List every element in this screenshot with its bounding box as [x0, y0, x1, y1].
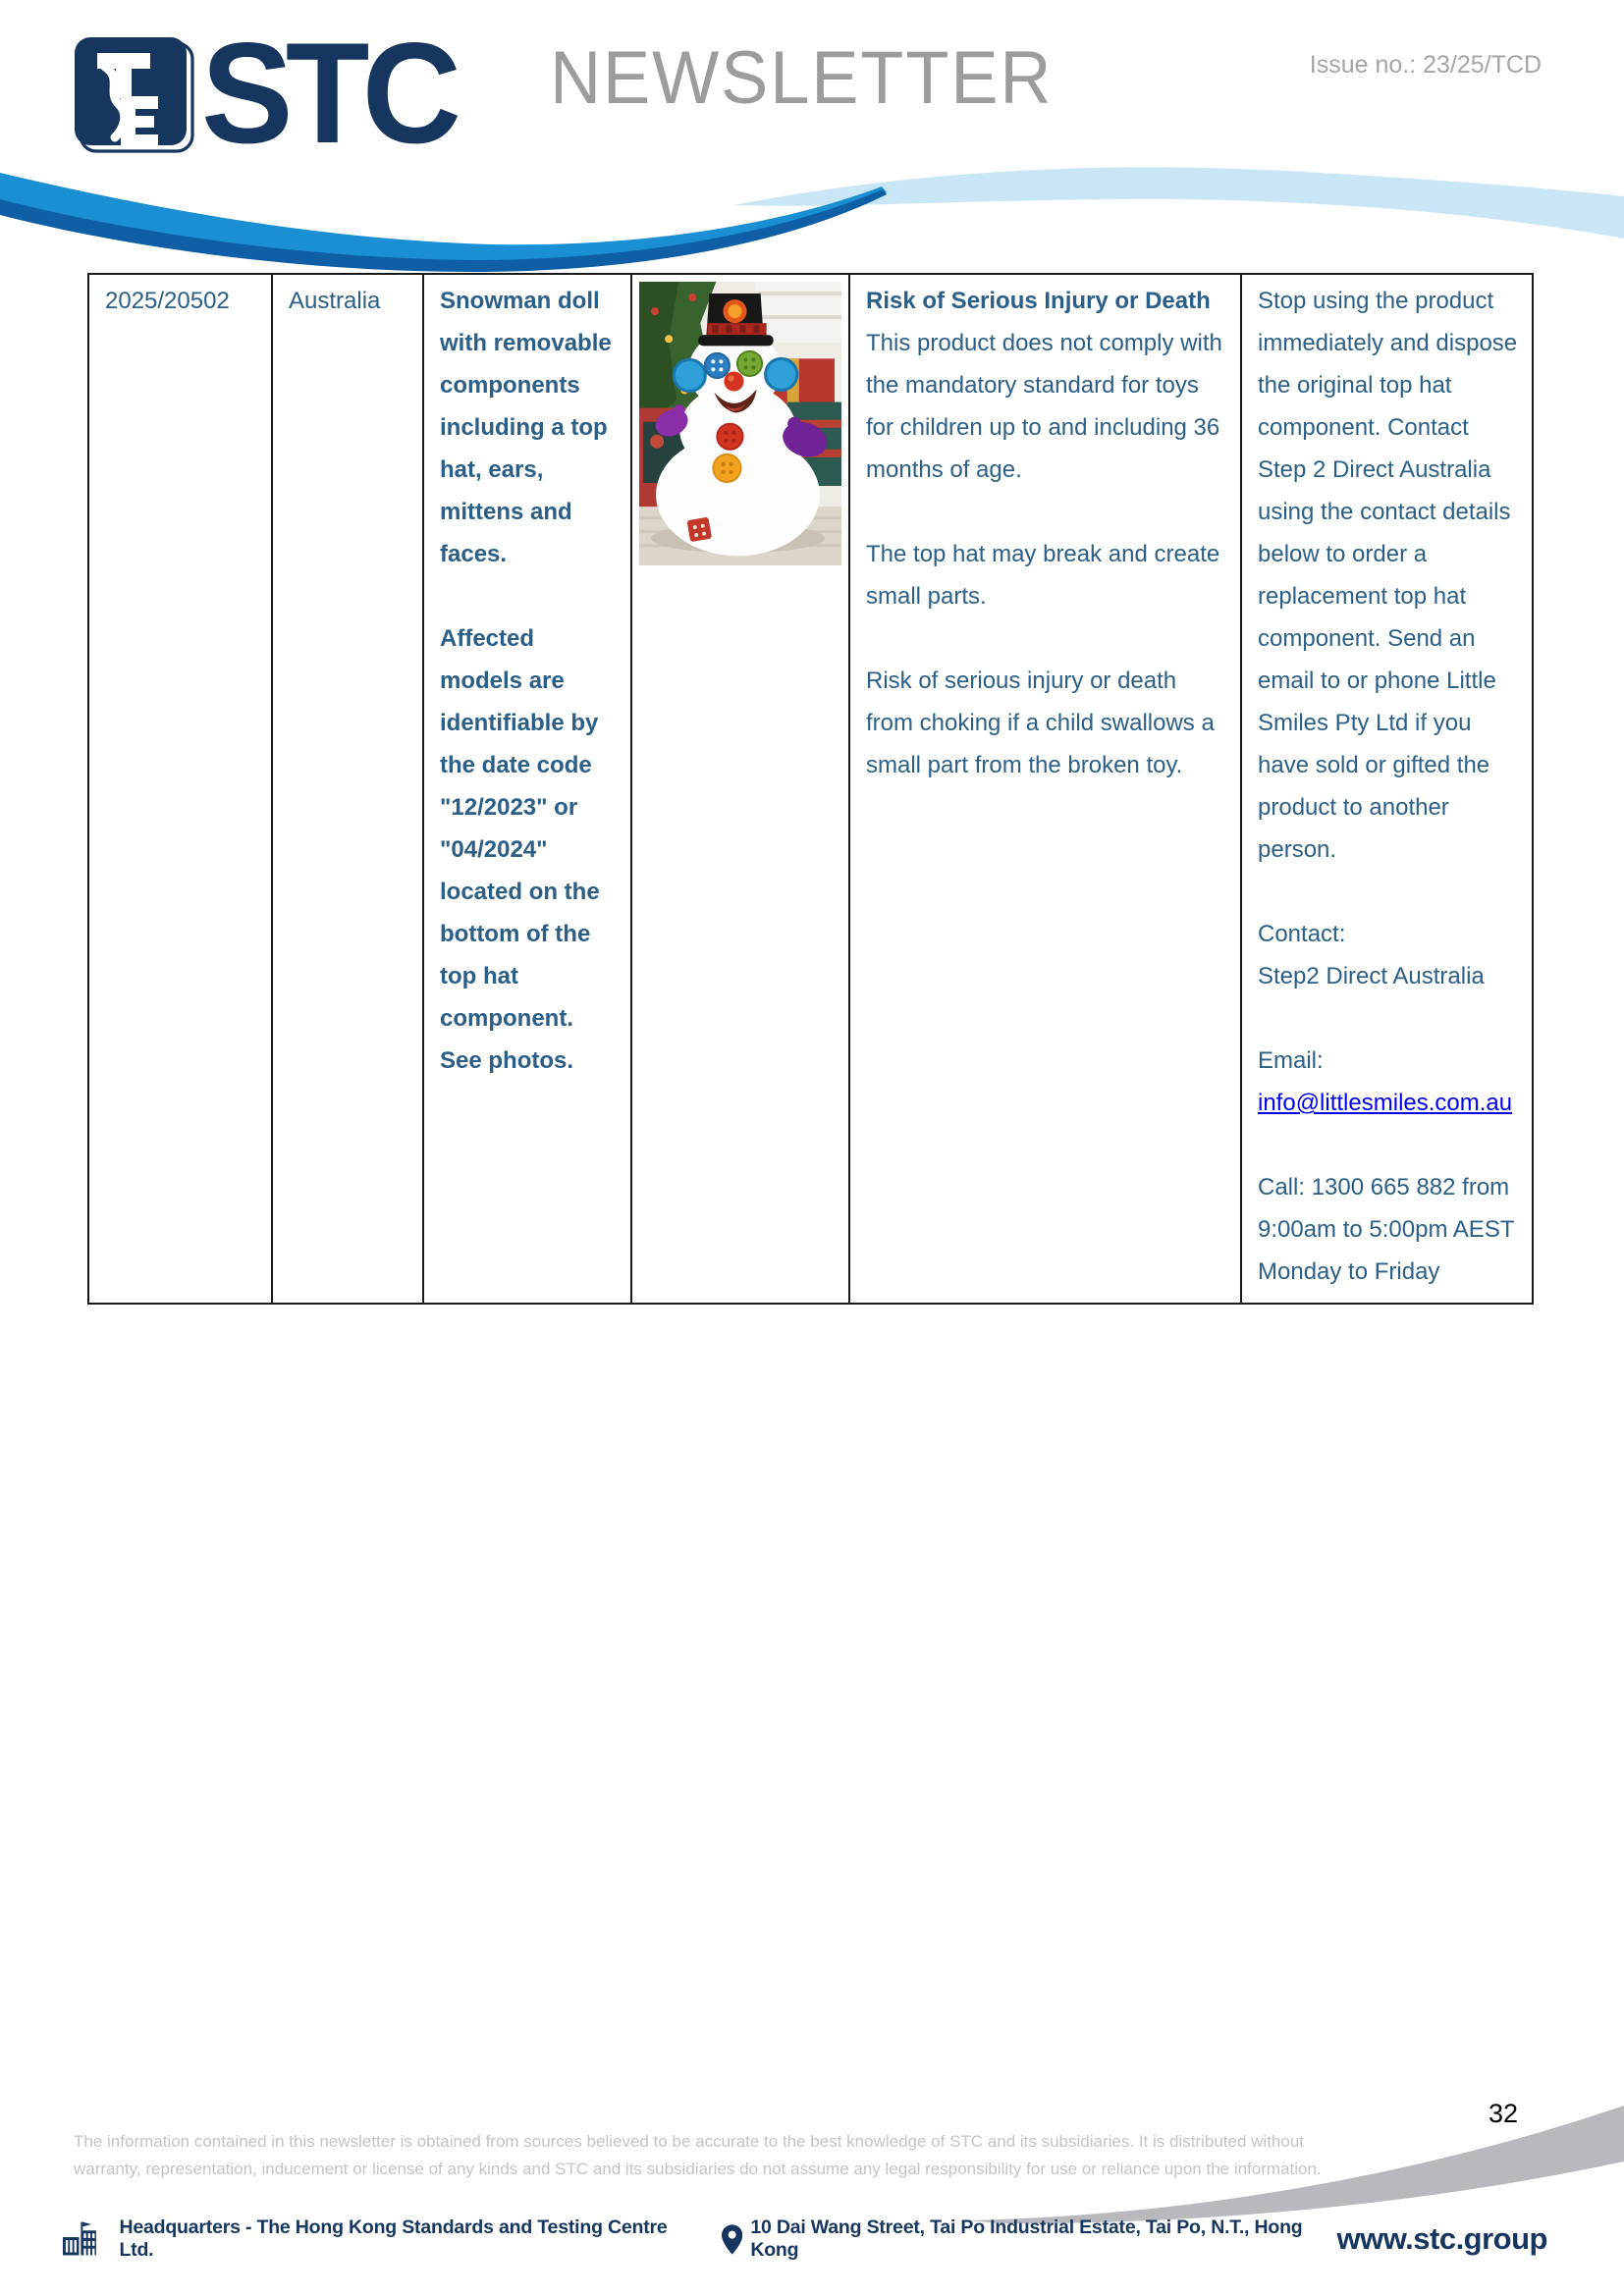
hazard-paragraph: Risk of serious injury or death from choking if a child swallows a small part from the broken toy. — [866, 667, 1215, 778]
headquarters-label: Headquarters - The Hong Kong Standards and Testing Centre Ltd. — [119, 2216, 668, 2261]
recall-id-cell — [88, 274, 272, 1304]
stc-logo — [72, 13, 464, 173]
country: Australia — [289, 288, 381, 314]
disclaimer-line: The information contained in this newsletter is obtained from sources believed to be accurate to the best knowledge of STC and its subsidiaries. It is distributed without — [74, 2132, 1305, 2151]
issue-number: Issue no.: 23/25/TCD — [1309, 51, 1542, 79]
website-url: www.stc.group — [1336, 2221, 1547, 2256]
contact-name: Step2 Direct Australia — [1258, 963, 1485, 989]
call-info: Call: 1300 665 882 from 9:00am to 5:00pm AEST Monday to Friday — [1258, 1174, 1515, 1285]
headquarters-address: 10 Dai Wang Street, Tai Po Industrial Estate, Tai Po, N.T., Hong Kong — [750, 2216, 1303, 2261]
product-photo — [639, 282, 841, 565]
disclaimer-line: warranty, representation, inducement or license of any kinds and STC and its subsidiaries do not assume any legal responsibility for use or reliance upon the information. — [74, 2159, 1322, 2178]
recall-table — [87, 273, 1534, 1305]
product-image-cell — [631, 274, 849, 1304]
location-pin-icon — [722, 2224, 742, 2255]
stc-logo-text: STC — [201, 13, 455, 173]
country-cell — [272, 274, 423, 1304]
email-label: Email: — [1258, 1047, 1324, 1074]
product-paragraph: Affected models are identifiable by the date code "12/2023" or "04/2024" located on the bottom of the top hat component. See photos. — [440, 625, 600, 1074]
recall-row — [88, 274, 1533, 1304]
email-link[interactable]: info@littlesmiles.com.au — [1258, 1090, 1513, 1116]
page-number: 32 — [1489, 2099, 1519, 2128]
hazard-paragraph: This product does not comply with the mandatory standard for toys for children up to and including 36 months of age. — [866, 330, 1222, 483]
hazard-cell — [849, 274, 1241, 1304]
product-paragraph: Snowman doll with removable components including a top hat, ears, mittens and faces. — [440, 288, 612, 567]
recall-id: 2025/20502 — [105, 288, 230, 314]
disclaimer — [74, 2128, 1322, 2182]
header-wave-graphic — [0, 143, 1624, 281]
hazard-title: Risk of Serious Injury or Death — [866, 288, 1211, 314]
contact-label: Contact: — [1258, 921, 1346, 947]
building-icon — [62, 2221, 109, 2257]
hazard-paragraph: The top hat may break and create small parts. — [866, 541, 1220, 610]
remedy-paragraph: Stop using the product immediately and dispose the original top hat component. Contact Step 2 Direct Australia using the contact details below to order a replacement top hat component. Send an email to or phone Little Smiles Pty Ltd if you have sold or gifted the product to another person. — [1258, 288, 1518, 863]
stc-seal-icon — [72, 35, 197, 157]
newsletter-title: NEWSLETTER — [550, 36, 1054, 120]
footer-bar — [62, 2216, 1547, 2262]
remedy-cell — [1241, 274, 1533, 1304]
product-description-cell — [423, 274, 631, 1304]
